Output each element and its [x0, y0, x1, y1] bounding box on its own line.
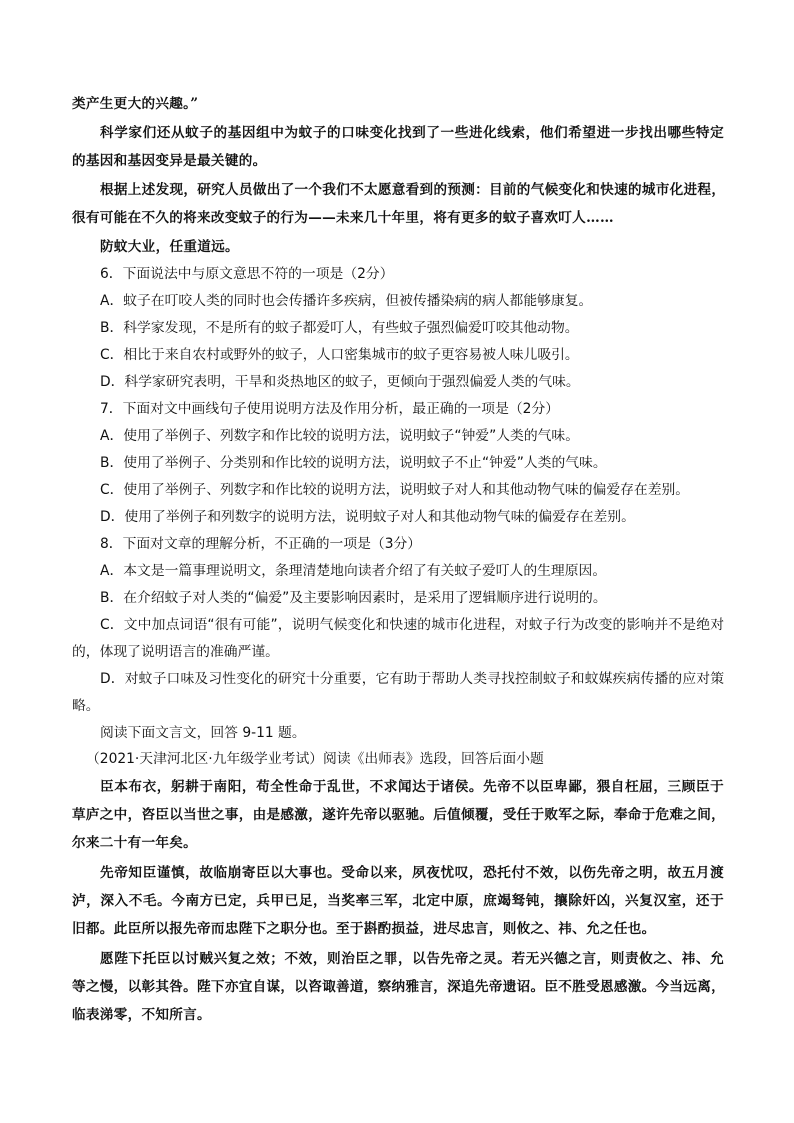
question-8-option-a: A．本文是一篇事理说明文，条理清楚地向读者介绍了有关蚊子爱叮人的生理原因。: [100, 563, 607, 579]
classical-paragraph: 愿陛下托臣以讨贼兴复之效；不效，则治臣之罪，以告先帝之灵。若无兴德之言，则责攸之、祎、允: [100, 951, 724, 967]
question-6-stem: 6．下面说法中与原文意思不符的一项是（2分）: [100, 266, 394, 282]
question-8-option-b: B．在介绍蚊子对人类的“偏爱”及主要影响因素时，是采用了逻辑顺序进行说明的。: [100, 590, 607, 606]
question-8-stem: 8．下面对文章的理解分析，不正确的一项是（3分）: [100, 536, 422, 552]
classical-paragraph: 臣本布衣，躬耕于南阳，苟全性命于乱世，不求闻达于诸侯。先帝不以臣卑鄙，猥自枉屈，三顾臣于: [100, 779, 724, 795]
classical-paragraph: 旧都。此臣所以报先帝而忠陛下之职分也。至于斟酌损益，进尽忠言，则攸之、祎、允之任也。: [72, 921, 656, 937]
passage-paragraph: 防蚊大业，任重道远。: [100, 239, 239, 255]
question-8-option-c-cont: 的，体现了说明语言的准确严谨。: [72, 644, 279, 660]
question-source: （2021·天津河北区·九年级学业考试）阅读《出师表》选段，回答后面小题: [86, 751, 544, 767]
question-6-option-a: A．蚊子在叮咬人类的同时也会传播许多疾病，但被传播染病的病人都能够康复。: [100, 293, 593, 309]
question-6-option-c: C．相比于来自农村或野外的蚊子，人口密集城市的蚊子更容易被人味儿吸引。: [100, 347, 579, 363]
question-8-option-d: D．对蚊子口味及习性变化的研究十分重要，它有助于帮助人类寻找控制蚊子和蚊媒疾病传播的应对策: [100, 671, 724, 687]
question-7-option-d: D．使用了举例子和列数字的说明方法，说明蚊子对人和其他动物气味的偏爱存在差别。: [100, 509, 635, 525]
passage-paragraph: 科学家们还从蚊子的基因组中为蚊子的口味变化找到了一些进化线索，他们希望进一步找出哪些特定: [100, 125, 724, 141]
question-6-option-d: D．科学家研究表明，干旱和炎热地区的蚊子，更倾向于强烈偏爱人类的气味。: [100, 374, 580, 390]
classical-paragraph: 尔来二十有一年矣。: [72, 835, 198, 851]
passage-paragraph: 的基因和基因变异是最关键的。: [72, 153, 267, 169]
question-8-option-d-cont: 略。: [72, 698, 100, 714]
passage-paragraph-end: 类产生更大的兴趣。”: [72, 96, 199, 112]
question-7-stem: 7．下面对文中画线句子使用说明方法及作用分析，最正确的一项是（2分）: [100, 401, 560, 417]
classical-paragraph: 等之慢，以彰其咎。陛下亦宜自谋，以咨诹善道，察纳雅言，深追先帝遗诏。臣不胜受恩感激。今当远离，: [72, 979, 726, 995]
classical-paragraph: 草庐之中，咨臣以当世之事，由是感激，遂许先帝以驱驰。后值倾覆，受任于败军之际，奉命于危难之间，: [72, 807, 726, 823]
passage-paragraph: 很有可能在不久的将来改变蚊子的行为——未来几十年里，将有更多的蚊子喜欢叮人……: [72, 210, 614, 226]
question-7-option-c: C．使用了举例子、列数字和作比较的说明方法，说明蚊子对人和其他动物气味的偏爱存在差别。: [100, 482, 690, 498]
question-7-option-b: B．使用了举例子、分类别和作比较的说明方法，说明蚊子不止“钟爱”人类的气味。: [100, 455, 607, 471]
question-7-option-a: A．使用了举例子、列数字和作比较的说明方法，说明蚊子“钟爱”人类的气味。: [100, 428, 580, 444]
classical-paragraph: 临表涕零，不知所言。: [72, 1007, 211, 1023]
classical-paragraph: 泸，深入不毛。今南方已定，兵甲已足，当奖率三军，北定中原，庶竭驽钝，攘除奸凶，兴复汉室，还于: [72, 893, 724, 909]
question-6-option-b: B．科学家发现，不是所有的蚊子都爱叮人，有些蚊子强烈偏爱叮咬其他动物。: [100, 320, 579, 336]
passage-paragraph: 根据上述发现，研究人员做出了一个我们不太愿意看到的预测：目前的气候变化和快速的城市化进程，: [100, 182, 726, 198]
question-8-option-c: C．文中加点词语“很有可能”，说明气候变化和快速的城市化进程，对蚊子行为改变的影响并不是绝对: [100, 617, 724, 633]
reading-instruction: 阅读下面文言文，回答 9-11 题。: [100, 725, 306, 741]
classical-paragraph: 先帝知臣谨慎，故临崩寄臣以大事也。受命以来，夙夜忧叹，恐托付不效，以伤先帝之明，故五月渡: [100, 865, 724, 881]
